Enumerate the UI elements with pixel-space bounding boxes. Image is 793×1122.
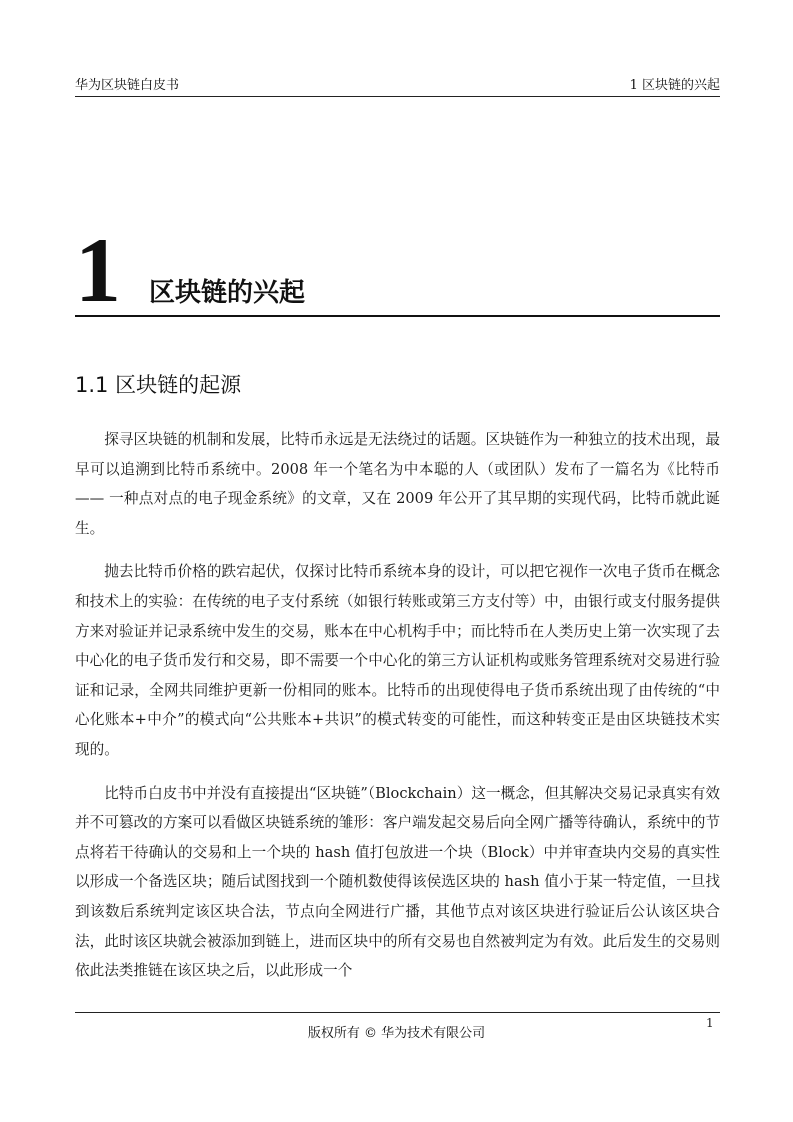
- chapter-divider: [75, 315, 720, 317]
- header-chapter-title: 1 区块链的兴起: [629, 78, 720, 93]
- chapter-title: 区块链的兴起: [149, 278, 306, 308]
- copyright-notice: 版权所有 © 华为技术有限公司: [307, 1026, 486, 1041]
- paragraph: 抛去比特币价格的跌宕起伏，仅探讨比特币系统本身的设计，可以把它视作一次电子货币在概念和技术上的实验：在传统的电子支付系统（如银行转账或第三方支付等）中，由银行或支付服务提供方来对验证并记录系统中发生的交易，账本在中心机构手中；而比特币在人类历史上第一次实现了去中心化的电子货币发行和交易，即不需要一个中心化的第三方认证机构或账务管理系统对交易进行验证和记录，全网共同维护更新一份相同的账本。比特币的出现使得电子货币系统出现了由传统的“中心化账本+中介”的模式向“公共账本+共识”的模式转变的可能性，而这种转变正是由区块链技术实现的。: [75, 563, 720, 758]
- running-header: [75, 76, 720, 96]
- footer-divider: [75, 1012, 720, 1013]
- paragraph: 比特币白皮书中并没有直接提出“区块链”（Blockchain）这一概念，但其解决交易记录真实有效并不可篡改的方案可以看做区块链系统的雏形：客户端发起交易后向全网广播等待确认，系统中的节点将若干待确认的交易和上一个块的 hash 值打包放进一个块（Block）中并审查块内交易的真实性以形成一个备选区块；随后试图找到一个随机数使得该侯选区块的 hash 值小于某一特定值，一旦找到该数后系统判定该区块合法，节点向全网进行广播，其他节点对该区块进行验证后公认该区块合法，此时该区块就会被添加到链上，进而区块中的所有交易也自然被判定为有效。此后发生的交易则依此法类推链在该区块之后，以此形成一个: [75, 784, 720, 980]
- chapter-number: 1: [75, 219, 121, 321]
- chapter-heading: [75, 219, 720, 321]
- paragraph: 探寻区块链的机制和发展，比特币永远是无法绕过的话题。区块链作为一种独立的技术出现，最早可以追溯到比特币系统中。2008 年一个笔名为中本聪的人（或团队）发布了一篇名为《比特币 —— 一种点对点的电子现金系统》的文章，又在 2009 年公开了其早期的实现代码，比特币就此诞生。: [75, 431, 720, 537]
- page-number: 1: [706, 1016, 714, 1030]
- header-document-title: 华为区块链白皮书: [75, 78, 180, 93]
- section-title: 1.1 区块链的起源: [75, 373, 242, 397]
- body-text: [75, 425, 720, 1000]
- header-divider: [75, 96, 720, 97]
